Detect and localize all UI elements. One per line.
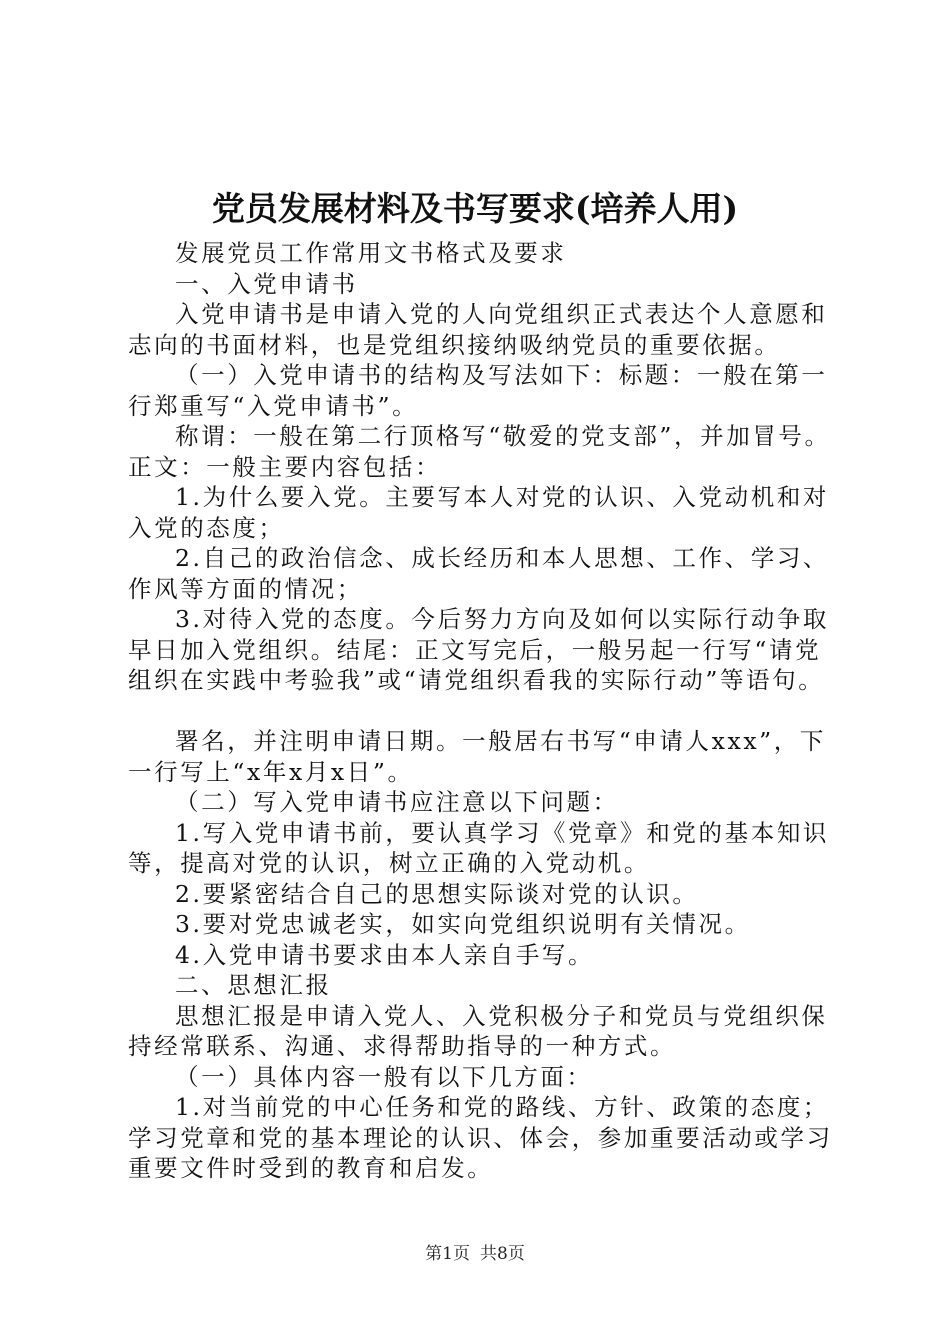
subsection-heading: （一）具体内容一般有以下几方面：: [175, 1062, 593, 1091]
document-body: [128, 238, 840, 1184]
page-number: 第1页: [425, 1244, 470, 1264]
subtitle-paragraph: 发展党员工作常用文书格式及要求: [175, 239, 567, 267]
list-item: 4.入党申请书要求由本人亲自手写。: [175, 940, 595, 969]
paragraph: 入党申请书是申请入党的人向党组织正式表达个人意愿和志向的书面材料，也是党组织接纳吸纳党员的重要依据。: [128, 300, 828, 359]
page-footer: [0, 1242, 950, 1266]
section-heading-2: 二、思想汇报: [175, 971, 332, 999]
list-item: 2.自己的政治信念、成长经历和本人思想、工作、学习、作风等方面的情况；: [128, 544, 830, 603]
list-item: 3.要对党忠诚老实，如实向党组织说明有关情况。: [175, 910, 751, 938]
document-title: 党员发展材料及书写要求(培养人用): [211, 189, 739, 228]
list-item: 1.写入党申请书前，要认真学习《党章》和党的基本知识等，提高对党的认识，树立正确的入党动机。: [128, 818, 830, 877]
paragraph: （一）入党申请书的结构及写法如下：标题：一般在第一行郑重写“入党申请书”。: [128, 361, 828, 420]
page-total: 共8页: [480, 1244, 525, 1264]
section-heading-1: 一、入党申请书: [175, 269, 358, 298]
blank-line: [128, 696, 840, 727]
list-item: 1.为什么要入党。主要写本人对党的认识、入党动机和对入党的态度；: [128, 483, 830, 542]
list-item: 3.对待入党的态度。今后努力方向及如何以实际行动争取早日加入党组织。结尾：正文写完后，一般另起一行写“请党组织在实践中考验我”或“请党组织看我的实际行动”等语句。: [128, 605, 830, 694]
paragraph: 思想汇报是申请入党人、入党积极分子和党员与党组织保持经常联系、沟通、求得帮助指导的一种方式。: [128, 1001, 828, 1060]
list-item: 2.要紧密结合自己的思想实际谈对党的认识。: [175, 879, 699, 908]
subsection-heading: （二）写入党申请书应注意以下问题：: [175, 788, 619, 816]
paragraph: 称谓：一般在第二行顶格写“敬爱的党支部”，并加冒号。正文：一般主要内容包括：: [128, 422, 831, 481]
paragraph: 署名，并注明申请日期。一般居右书写“申请人xxx”，下一行写上“x年x月x日”。: [128, 727, 826, 786]
list-item: 1.对当前党的中心任务和党的路线、方针、政策的态度；学习党章和党的基本理论的认识、体会，参加重要活动或学习重要文件时受到的教育和启发。: [128, 1093, 833, 1182]
